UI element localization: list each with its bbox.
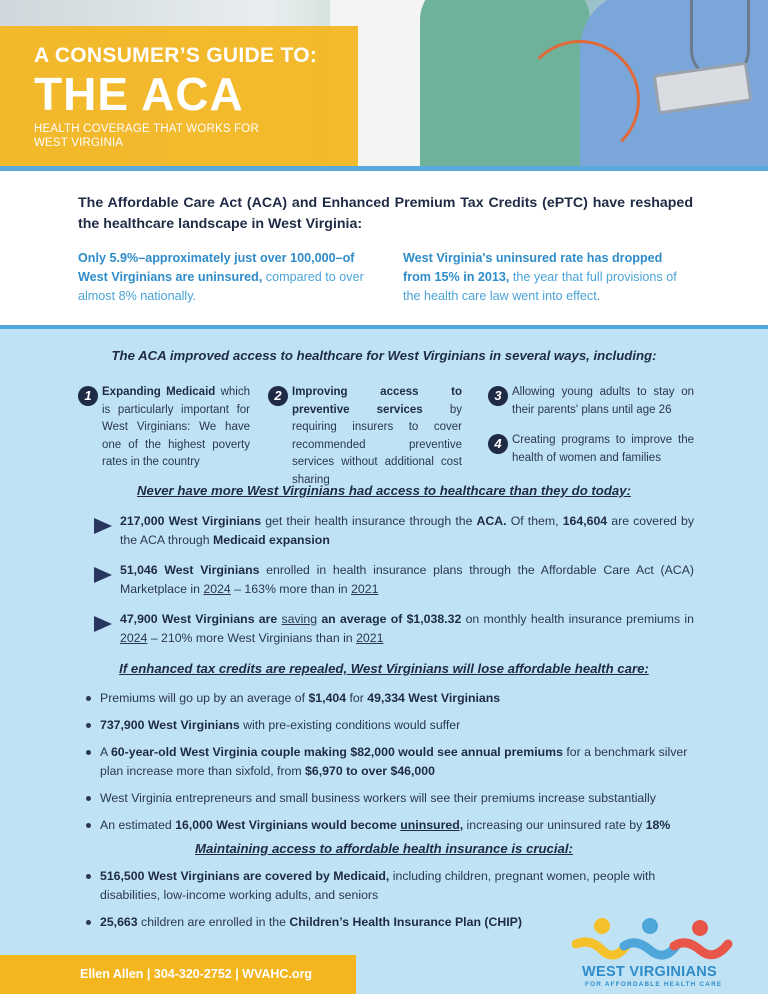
list-item [86, 716, 696, 735]
maintain-1-a: 516,500 West Virginians are covered by Medicaid, [100, 869, 390, 883]
list-item [86, 867, 656, 905]
repeal-2-b: with pre-existing conditions would suffer [239, 718, 461, 732]
repeal-4-a: West Virginia entrepreneurs and small business workers will see their premiums increase substantially [100, 791, 656, 805]
repeal-1-b: $1,404 [308, 691, 347, 705]
access-1-a: 217,000 West Virginians [120, 514, 262, 528]
access-1-f: are covered by the ACA through [120, 514, 694, 547]
access-item-2 [94, 561, 694, 599]
arrow-right-icon [94, 518, 112, 534]
intro-section [78, 193, 693, 306]
hero-divider [0, 166, 768, 171]
stat-uninsured-bold: Only 5.9%–approximately just over 100,000–of West Virginians are uninsured, [78, 251, 355, 284]
way-2-text: by requiring insurers to cover recommended preventive services without additional cost sharing [292, 403, 462, 486]
repeal-5-b: 16,000 West Virginians would become [175, 818, 401, 832]
logo-tagline: FOR AFFORDABLE HEALTH CARE [585, 981, 723, 988]
way-1-text: which is particularly important for West Virginians: We have one of the highest poverty rates in the country [102, 386, 250, 468]
way-3-text: Allowing young adults to stay on their parents' plans until age 26 [512, 386, 694, 416]
list-item [86, 743, 696, 781]
access-2-b: enrolled in health insurance plans through the Affordable Care Act (ACA) Marketplace in [120, 563, 694, 596]
footer-contact: Ellen Allen | 304-320-2752 | WVAHC.org [0, 955, 356, 994]
access-1-e: 164,604 [562, 514, 608, 528]
hero-photo-stethoscope [520, 40, 640, 160]
access-3-a: 47,900 West Virginians are [120, 612, 282, 626]
maintain-title: Maintaining access to affordable health insurance is crucial: [195, 841, 573, 856]
maintain-2-c: Children’s Health Insurance Plan (CHIP) [289, 915, 522, 929]
way-item-1 [78, 384, 250, 472]
access-2-e: 2021 [351, 582, 379, 596]
repeal-list [86, 689, 696, 835]
number-3-icon: 3 [488, 386, 508, 406]
repeal-3-d: $6,970 to over $46,000 [305, 764, 435, 778]
title-subtitle: HEALTH COVERAGE THAT WORKS FOR WEST VIRGINIA [34, 123, 259, 149]
repeal-1-c: for [346, 691, 368, 705]
maintain-2-b: children are enrolled in the [137, 915, 290, 929]
repeal-5-d: increasing our uninsured rate by [463, 818, 646, 832]
access-1-c: ACA. [476, 514, 507, 528]
repeal-1-d: 49,334 West Virginians [367, 691, 501, 705]
stat-rate-bold: West Virginia's uninsured rate has dropped from 15% in 2013, [403, 251, 663, 284]
way-2-bold: Improving access to preventive services [292, 386, 462, 416]
access-3-d: on monthly health insurance premiums in [461, 612, 694, 626]
list-item [86, 689, 696, 708]
number-4-icon: 4 [488, 434, 508, 454]
access-3-g: 2021 [356, 631, 384, 645]
repeal-5-a: An estimated [100, 818, 176, 832]
access-item-1 [94, 512, 694, 550]
list-item [86, 816, 696, 835]
way-item-4 [488, 432, 694, 467]
access-title: Never have more West Virginians had access to healthcare than they do today: [137, 483, 631, 498]
stat-uninsured-text: compared to over almost 8% nationally. [78, 270, 364, 303]
logo-name: WEST VIRGINIANS [582, 964, 718, 980]
maintain-2-a: 25,663 [100, 915, 138, 929]
access-3-e: 2024 [120, 631, 148, 645]
repeal-2-a: 737,900 West Virginians [100, 718, 240, 732]
way-item-3 [488, 384, 694, 419]
access-2-c: 2024 [203, 582, 231, 596]
repeal-title: If enhanced tax credits are repealed, West Virginians will lose affordable health care: [119, 661, 649, 676]
maintain-list [86, 867, 656, 932]
way-item-2 [268, 384, 462, 489]
access-1-b: get their health insurance through the [261, 514, 477, 528]
access-2-a: 51,046 West Virginians [120, 563, 260, 577]
page-title: THE ACA [34, 68, 244, 120]
access-3-c: an average of $1,038.32 [317, 612, 462, 626]
access-3-b: saving [281, 612, 318, 626]
way-1-bold: Expanding Medicaid [102, 386, 216, 398]
way-4-text: Creating programs to improve the health of women and families [512, 434, 694, 464]
access-3-f: – 210% more West Virginians than in [147, 631, 357, 645]
number-1-icon: 1 [78, 386, 98, 406]
access-1-g: Medicaid expansion [212, 533, 330, 547]
intro-stats [78, 249, 693, 306]
ways-title: The ACA improved access to healthcare for West Virginians in several ways, including: [111, 348, 657, 363]
repeal-5-c: uninsured, [400, 818, 464, 832]
repeal-5-e: 18% [645, 818, 671, 832]
repeal-1-a: Premiums will go up by an average of [100, 691, 309, 705]
title-box [0, 26, 358, 168]
access-2-d: – 163% more than in [230, 582, 352, 596]
arrow-right-icon [94, 567, 112, 583]
maintain-1-b: including children, pregnant women, people with disabilities, low-income working adults, and seniors [100, 869, 656, 902]
stat-uninsured-rate [403, 249, 693, 306]
title-kicker: A CONSUMER’S GUIDE TO: [34, 44, 318, 67]
access-1-d: Of them, [506, 514, 563, 528]
number-2-icon: 2 [268, 386, 288, 406]
access-item-3 [94, 610, 694, 648]
repeal-3-a: A [100, 745, 111, 759]
intro-heading: The Affordable Care Act (ACA) and Enhanced Premium Tax Credits (ePTC) have reshaped the healthcare landscape in West Virginia: [78, 195, 693, 232]
list-item [86, 913, 566, 932]
repeal-3-b: 60-year-old West Virginia couple making $82,000 would see annual premiums [110, 745, 563, 759]
arrow-right-icon [94, 616, 112, 632]
repeal-3-c: for a benchmark silver plan increase more than sixfold, from [100, 745, 688, 778]
stat-rate-text: the year that full provisions of the health care law went into effect. [403, 270, 677, 303]
ways-list [78, 384, 694, 486]
stat-uninsured [78, 249, 368, 306]
list-item [86, 789, 696, 808]
